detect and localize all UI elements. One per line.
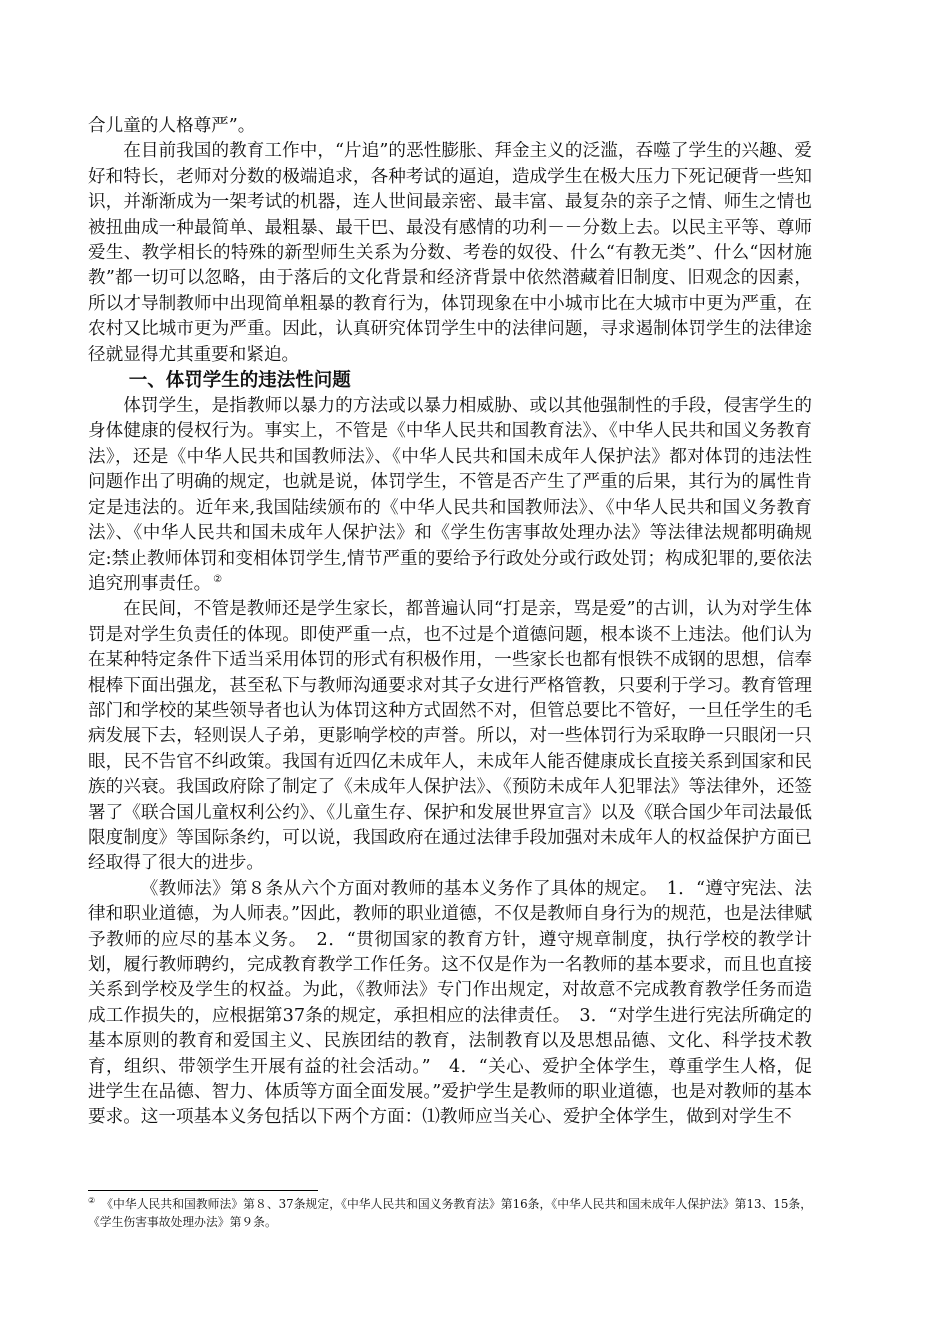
paragraph-definition (88, 394, 812, 597)
footnote-reference[interactable]: ② (213, 574, 223, 586)
footnote (88, 1195, 812, 1231)
paragraph-continuation: 合儿童的人格尊严”。 (88, 116, 256, 136)
section-heading: 一、体罚学生的违法性问题 (128, 370, 351, 392)
paragraph-intro: 在目前我国的教育工作中，“片追”的恶性膨胀、拜金主义的泛滥，吞噬了学生的兴趣、爱好和特长，老师对分数的极端追求，各种考试的逼迫，造成学生在极大压力下死记硬背一些知识，并渐渐成为一架考试的机器，连人世间最亲密、最丰富、最复杂的亲子之情、师生之情也被扭曲成一种最简单、最粗暴、最干巴、最没有感情的功利－－分数上去。以民主平等、尊师爱生、教学相长的特殊的新型师生关系为分数、考卷的奴役、什么“有教无类”、什么“因材施教”都一切可以忽略，由于落后的文化背景和经济背景中依然潜藏着旧制度、旧观念的因素，所以才导制教师中出现简单粗暴的教育行为，体罚现象在中小城市比在大城市中更为严重，在农村又比城市更为严重。因此，认真研究体罚学生中的法律问题，寻求遏制体罚学生的法律途径就显得尤其重要和紧迫。 (88, 141, 812, 365)
document-page (88, 114, 812, 1131)
paragraph-definition-text: 体罚学生，是指教师以暴力的方法或以暴力相威胁、或以其他强制性的手段，侵害学生的身体健康的侵权行为。事实上，不管是《中华人民共和国教育法》、《中华人民共和国义务教育法》，还是《中华人民共和国教师法》、《中华人民共和国未成年人保护法》都对体罚的违法性问题作出了明确的规定，也就是说，体罚学生，不管是否产生了严重的后果，其行为的属性肯定是违法的。近年来,我国陆续颁布的《中华人民共和国教师法》、《中华人民共和国义务教育法》、《中华人民共和国未成年人保护法》和《学生伤害事故处理办法》等法律法规都明确规定:禁止教师体罚和变相体罚学生,情节严重的要给予行政处分或行政处罚；构成犯罪的,要依法追究刑事责任。 (88, 396, 812, 594)
paragraph-teacher-duties: 《教师法》第８条从六个方面对教师的基本义务作了具体的规定。 1．“遵守宪法、法律和职业道德，为人师表。”因此，教师的职业道德，不仅是教师自身行为的规范，也是法律赋予教师的应尽的基本义务。 2．“贯彻国家的教育方针，遵守规章制度，执行学校的教学计划，履行教师聘约，完成教育教学工作任务。这不仅是作为一名教师的基本要求，而且也直接关系到学校及学生的权益。为此，《教师法》专门作出规定，对故意不完成教育教学任务而造成工作损失的，应根据第37条的规定，承担相应的法律责任。 3．“对学生进行宪法所确定的基本原则的教育和爱国主义、民族团结的教育，法制教育以及思想品德、文化、科学技术教育，组织、带领学生开展有益的社会活动。” 4．“关心、爱护全体学生，尊重学生人格，促进学生在品德、智力、体质等方面全面发展。”爱护学生是教师的职业道德，也是对教师的基本要求。这一项基本义务包括以下两个方面：⑴教师应当关心、爱护全体学生，做到对学生不 (88, 878, 812, 1128)
footnote-divider (88, 1190, 318, 1191)
paragraph-folk-view: 在民间，不管是教师还是学生家长，都普遍认同“打是亲，骂是爱”的古训，认为对学生体罚是对学生负责任的体现。即使严重一点，也不过是个道德问题，根本谈不上违法。他们认为在某种特定条件下适当采用体罚的形式有积极作用，一些家长也都有恨铁不成钢的思想，信奉棍棒下面出强龙，甚至私下与教师沟通要求对其子女进行严格管教，只要利于学习。教育管理部门和学校的某些领导者也认为体罚这种方式固然不对，但管总要比不管好，一旦任学生的毛病发展下去，轻则误人子弟，更影响学校的声誉。所以，对一些体罚行为采取睁一只眼闭一只眼，民不告官不纠政策。我国有近四亿未成年人，未成年人能否健康成长直接关系到国家和民族的兴衰。我国政府除了制定了《未成年人保护法》、《预防未成年人犯罪法》等法律外，还签署了《联合国儿童权利公约》、《儿童生存、保护和发展世界宣言》以及《联合国少年司法最低限度制度》等国际条约，可以说，我国政府在通过法律手段加强对未成年人的权益保护方面已经取得了很大的进步。 (88, 599, 812, 874)
footnote-mark: ② (88, 1196, 96, 1206)
footnote-text: 《中华人民共和国教师法》第８、37条规定，《中华人民共和国义务教育法》第16条，《中华人民共和国未成年人保护法》第13、15条，《学生伤害事故处理办法》第９条。 (88, 1197, 813, 1229)
